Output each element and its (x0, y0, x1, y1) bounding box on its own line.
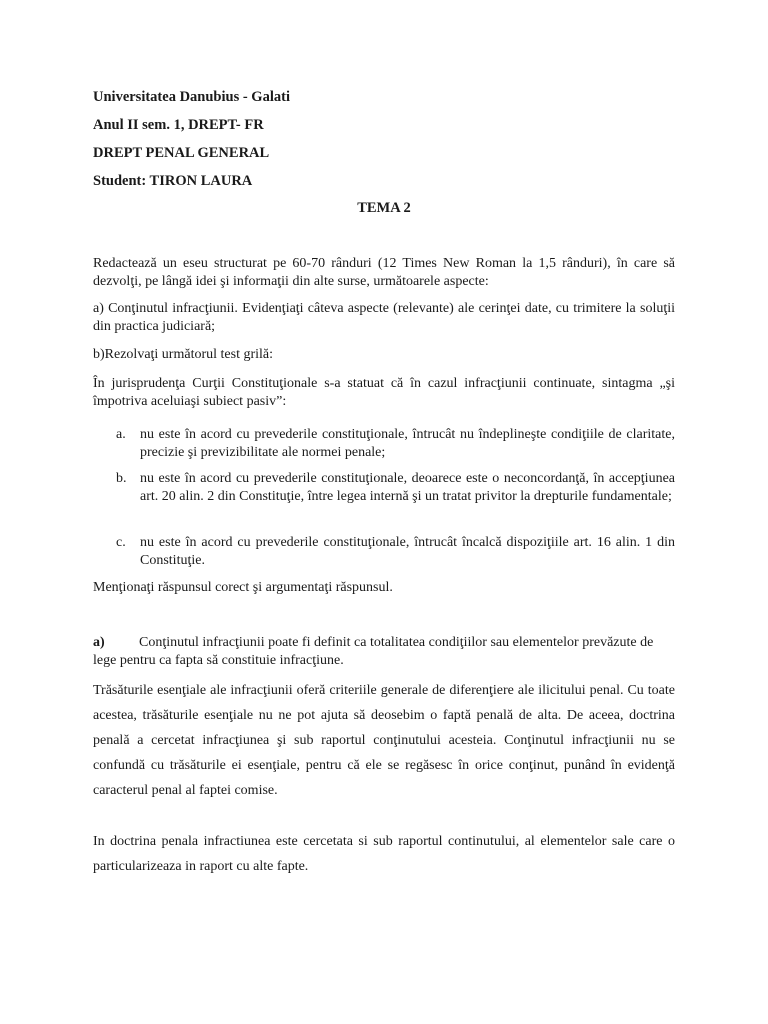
student-name: Student: TIRON LAURA (93, 173, 253, 189)
option-a (116, 426, 675, 462)
question-text: În jurisprudenţa Curţii Constituţionale s-a statuat că în cazul infracţiunii continuate, sintagma „şi împotriva aceluiaşi subiect pasiv”: (93, 376, 675, 409)
answer-label: a) (93, 635, 105, 650)
task-point-b: b)Rezolvaţi următorul test grilă: (93, 347, 274, 362)
option-b (116, 470, 675, 506)
task-point-a: a) Conţinutul infracţiunii. Evidenţiaţi câteva aspecte (relevante) ale cerinţei date, cu trimitere la soluţii din practica judiciară; (93, 301, 675, 334)
option-c (116, 534, 675, 570)
instruction-text: Menţionaţi răspunsul corect şi argumentaţi răspunsul. (93, 580, 393, 595)
university-name: Universitatea Danubius - Galati (93, 89, 290, 105)
option-a-marker: a. (116, 427, 126, 442)
title-text: TEMA 2 (357, 200, 411, 216)
option-b-marker: b. (116, 471, 127, 486)
answer-second-paragraph: Trăsăturile esenţiale ale infracţiunii oferă criteriile generale de diferenţiere ale ilicitului penal. Cu toate acestea, trăsăturile esenţiale nu ne pot ajuta să deosebim o faptă penală de alta. De aceea, doctrina penală a cercetat infracţiunea şi sub raportul conţinutului acesteia. Conţinutul infracţiunii nu se confundă cu trăsăturile ei esenţiale, pentru că ele se regăsesc în orice conţinut, punând în evidenţă caracterul penal al faptei comise. (93, 683, 675, 798)
course-name: DREPT PENAL GENERAL (93, 145, 270, 161)
answer-first-paragraph: Conţinutul infracţiunii poate fi definit ca totalitatea condiţiilor sau elementelor prevăzute de lege pentru ca fapta să constituie infracţiune. (93, 635, 654, 668)
document-title (0, 200, 768, 217)
answer-third-paragraph: In doctrina penala infractiunea este cercetata si sub raportul continutului, al elementelor sale care o particularizeaza in raport cu alte fapte. (93, 834, 675, 874)
answer-section-a (93, 634, 675, 670)
option-a-text: nu este în acord cu prevederile constituţionale, întrucât nu îndeplineşte condiţiile de claritate, precizie şi previzibilitate ale normei penale; (140, 427, 675, 460)
option-c-text: nu este în acord cu prevederile constituţionale, întrucât încalcă dispoziţiile art. 16 alin. 1 din Constituţie. (140, 535, 675, 568)
option-b-text: nu este în acord cu prevederile constituţionale, deoarece este o neconcordanţă, în accepţiunea art. 20 alin. 2 din Constituţie, între legea internă şi un tratat privitor la drepturile fundamentale; (140, 471, 675, 504)
option-c-marker: c. (116, 535, 126, 550)
year-info: Anul II sem. 1, DREPT- FR (93, 117, 264, 133)
intro-paragraph: Redactează un eseu structurat pe 60-70 rânduri (12 Times New Roman la 1,5 rânduri), în care să dezvolţi, pe lângă idei şi informaţii din alte surse, următoarele aspecte: (93, 256, 675, 289)
